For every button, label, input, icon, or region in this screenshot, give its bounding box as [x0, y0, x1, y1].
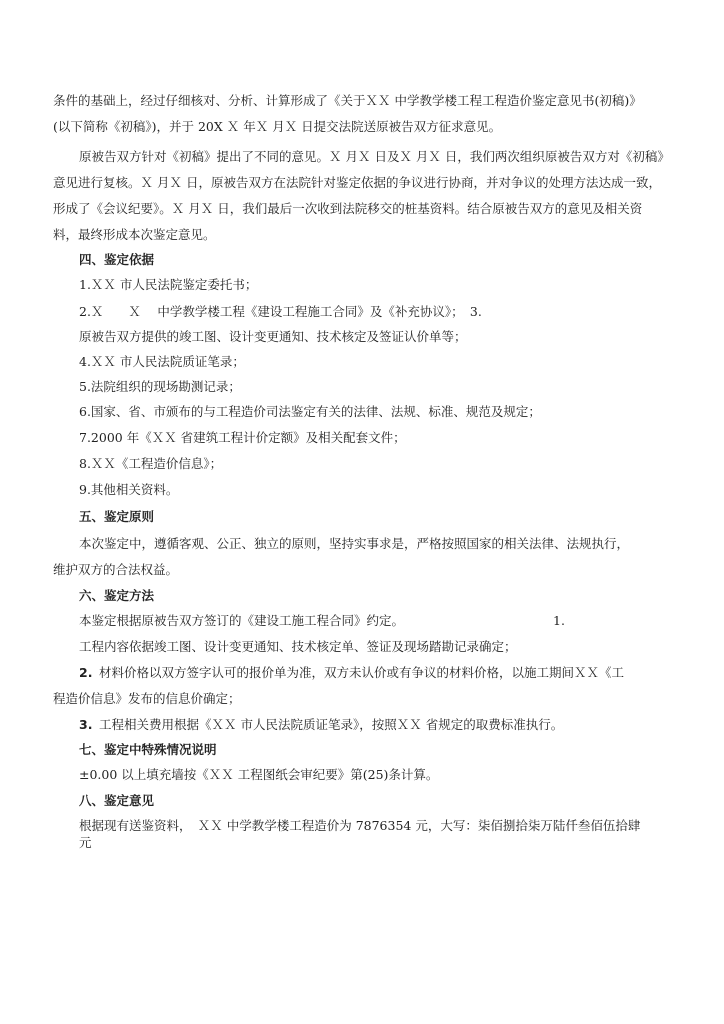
- list-item: 8.ＸＸ《工程造价信息》；: [79, 456, 223, 471]
- section-heading: 八、鉴定意见: [79, 793, 155, 808]
- list-item: 4.ＸＸ 市人民法院质证笔录；: [79, 354, 245, 369]
- paragraph-line: 本次鉴定中，遵循客观、公正、独立的原则，坚持实事求是，严格按照国家的相关法律、法规执行，: [79, 536, 630, 551]
- paragraph-line: 工程内容依据竣工图、设计变更通知、技术核定单、签证及现场踏勘记录确定；: [79, 639, 517, 654]
- section-heading: 四、鉴定依据: [79, 252, 155, 267]
- list-number: 1.: [553, 613, 565, 628]
- section-heading: 六、鉴定方法: [79, 588, 155, 603]
- paragraph-line: 根据现有送鉴资料， ＸＸ 中学教学楼工程造价为 7876354 元，大写：柒佰捌拾柒万陆仟叁佰伍拾肆: [79, 818, 641, 833]
- list-item: 6.国家、省、市颁布的与工程造价司法鉴定有关的法律、法规、标准、规范及规定；: [79, 404, 541, 419]
- list-item: 9.其他相关资料。: [79, 482, 179, 497]
- paragraph-line: 维护双方的合法权益。: [53, 562, 179, 577]
- list-item: 5.法院组织的现场勘测记录；: [79, 379, 241, 394]
- list-number: 3.: [79, 717, 93, 732]
- paragraph-line: 工程相关费用根据《ＸＸ 市人民法院质证笔录》，按照ＸＸ 省规定的取费标准执行。: [99, 717, 564, 732]
- list-item: 原被告双方提供的竣工图、设计变更通知、技术核定及签证认价单等；: [79, 329, 467, 344]
- list-number: 2.: [79, 665, 93, 680]
- section-heading: 五、鉴定原则: [79, 509, 155, 524]
- paragraph-line: 材料价格以双方签字认可的报价单为准，双方未认价或有争议的材料价格，以施工期间ＸＸ《工: [99, 665, 625, 680]
- paragraph-line: (以下简称《初稿》)，并于 20X Ｘ 年Ｘ 月Ｘ 日提交法院送原被告双方征求意见。: [53, 119, 502, 134]
- paragraph-line: 元: [79, 835, 92, 850]
- paragraph-line: 料，最终形成本次鉴定意见。: [53, 227, 216, 242]
- paragraph-line: 形成了《会议纪要》。Ｘ 月Ｘ 日，我们最后一次收到法院移交的桩基资料。结合原被告双方的意见及相关资: [53, 201, 643, 216]
- paragraph-line: 本鉴定根据原被告双方签订的《建设工施工程合同》约定。: [79, 613, 405, 628]
- paragraph-line: 意见进行复核。Ｘ 月Ｘ 日，原被告双方在法院针对鉴定依据的争议进行协商，并对争议的处理方法达成一致，: [53, 175, 661, 190]
- list-item: 1.ＸＸ 市人民法院鉴定委托书；: [79, 277, 258, 292]
- paragraph-line: 条件的基础上，经过仔细核对、分析、计算形成了《关于ＸＸ 中学教学楼工程工程造价鉴定意见书(初稿)》: [53, 93, 642, 108]
- list-item: 7.2000 年《ＸＸ 省建筑工程计价定额》及相关配套文件；: [79, 430, 406, 445]
- paragraph-line: 程造价信息》发布的信息价确定；: [53, 691, 241, 706]
- paragraph-line: ±0.00 以上填充墙按《ＸＸ 工程图纸会审纪要》第(25)条计算。: [79, 767, 439, 782]
- list-item: 2.Ｘ Ｘ 中学教学楼工程《建设工程施工合同》及《补充协议》； 3.: [79, 304, 482, 319]
- paragraph-line: 原被告双方针对《初稿》提出了不同的意见。Ｘ 月Ｘ 日及Ｘ 月Ｘ 日，我们两次组织原被告双方对《初稿》: [79, 149, 670, 164]
- section-heading: 七、鉴定中特殊情况说明: [79, 742, 217, 757]
